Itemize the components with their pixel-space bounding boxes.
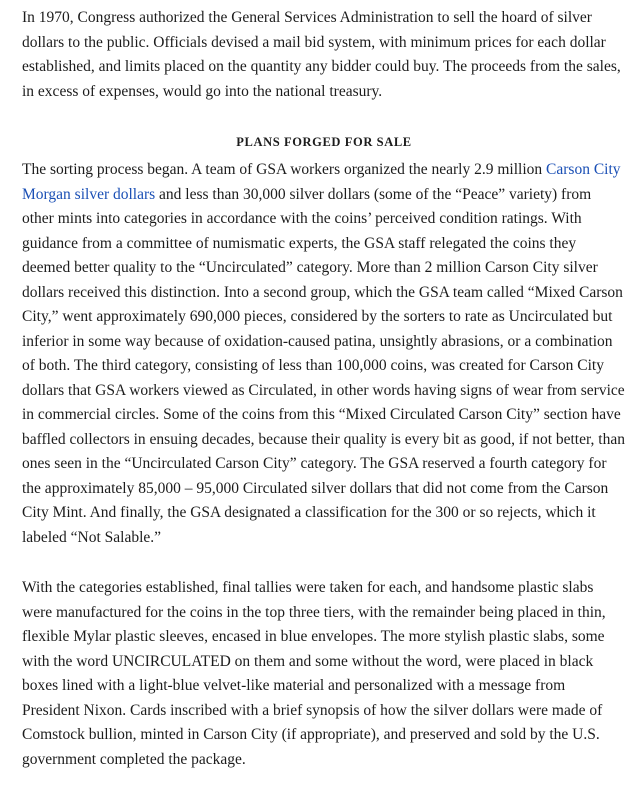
carson-city-morgan-link[interactable]: Carson City Morgan silver dollars — [22, 161, 621, 203]
section-heading: PLANS FORGED FOR SALE — [236, 135, 412, 149]
paragraph-packaging: With the categories established, final tallies were taken for each, and handsome plastic slabs were manufactured for the coins in the top three tiers, with the remainder being placed in thin, flexible Mylar plastic sleeves, encased in blue envelopes. The more stylish plastic slabs, some with the word UNCIRCULATED on them and some without the word, were placed in black boxes lined with a light-blue velvet-like material and personalized with a message from President Nixon. Cards inscribed with a brief synopsis of how the silver dollars were made of Comstock bullion, minted in Carson City (if appropriate), and preserved and sold by the U.S. government completed the package. — [22, 579, 606, 768]
paragraph-intro: In 1970, Congress authorized the General Services Administration to sell the hoard of silver dollars to the public. Officials devised a mail bid system, with minimum prices for each dollar established, and limits placed on the quantity any bidder could buy. The proceeds from the sales, in excess of expenses, would go into the national treasury. — [22, 9, 621, 100]
paragraph-sorting-text-start: The sorting process began. A team of GSA workers organized the nearly 2.9 million — [22, 161, 547, 178]
paragraph-sorting-text-end: and less than 30,000 silver dollars (some of the “Peace” variety) from other mints into categories in accordance with the coins’ perceived condition ratings. With guidance from a committee of numismatic experts, the GSA staff relegated the coins they deemed better quality to the “Uncirculated” category. More than 2 million Carson City silver dollars received this distinction. Into a second group, which the GSA team called “Mixed Carson City,” went approximately 690,000 pieces, considered by the sorters to rate as Uncirculated but inferior in some way because of oxidation-caused patina, unsightly abrasions, or a combination of both. The third category, consisting of less than 100,000 coins, was created for Carson City dollars that GSA workers viewed as Circulated, in other words having signs of wear from service in commercial circles. Some of the coins from this “Mixed Circulated Carson City” section have baffled collectors in ensuing decades, because their quality is every bit as good, if not better, than ones seen in the “Uncirculated Carson City” category. The GSA reserved a fourth category for the approximately 85,000 – 95,000 Circulated silver dollars that did not come from the Carson City Mint. And finally, the GSA designated a classification for the 300 or so rejects, which it labeled “Not Salable.” — [22, 185, 625, 546]
paragraph-sorting — [22, 158, 626, 550]
